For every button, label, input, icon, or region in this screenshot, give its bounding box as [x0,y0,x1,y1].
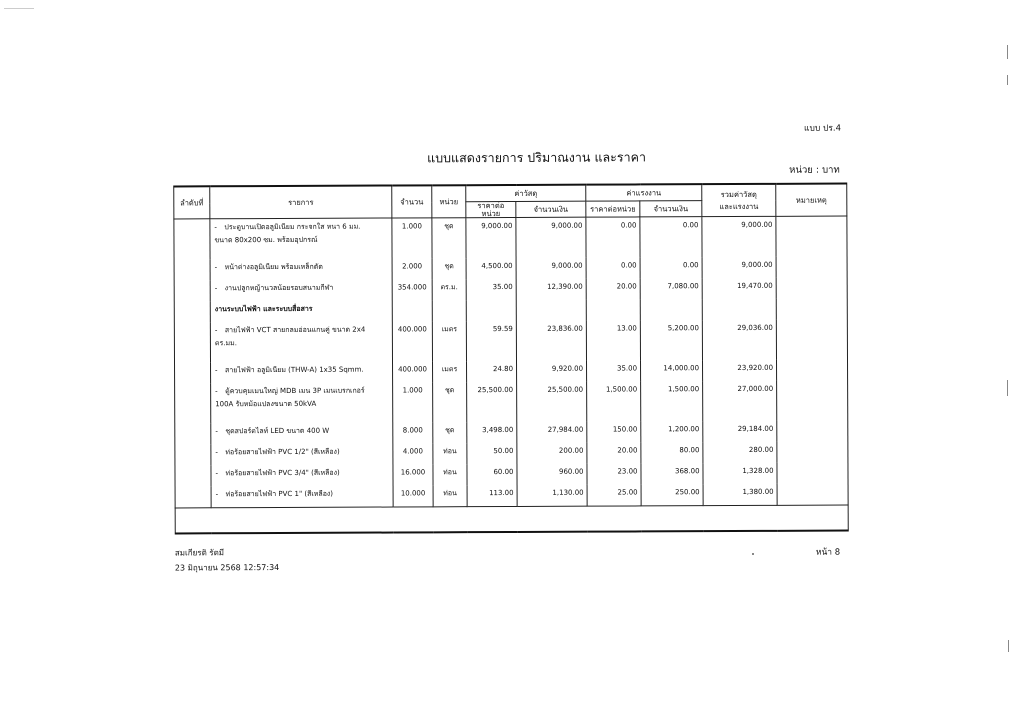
col-total-header [702,184,776,217]
cell-remark [777,359,848,380]
cell-item: - ตู้ควบคุมเมนใหญ่ MDB เมน 3P เมนเบรกเกอร์ 100A รับหม้อแปลงขนาด 50kVA [211,382,393,423]
col-item-header: รายการ [210,186,392,219]
cell-total: 27,000.00 [703,381,777,421]
cell-material-amount: 960.00 [517,464,587,485]
cell-no [175,423,211,444]
cell-material-price: 50.00 [467,443,517,464]
col-labor-amount-header: จำนวนเงิน [640,201,702,217]
cell-labor-amount: 1,500.00 [641,381,703,421]
item-name: สายไฟฟ้า อลูมิเนียม (THW-A) 1x35 Sqmm. [225,365,364,374]
item-name: ท่อร้อยสายไฟฟ้า PVC 1" (สีเหลือง) [225,489,334,499]
cell-remark [776,277,847,298]
cell-labor-amount: 1,200.00 [641,421,703,442]
labor-cost-group-header: ค่าแรงงาน [586,184,702,201]
cell-total: 23,920.00 [703,360,777,381]
item-name: หน้าต่างอลูมิเนียม พร้อมเหล็กดัด [224,262,323,271]
item-name-cont: ตร.มม. [214,338,237,348]
signer-name: สมเกียรติ รัตมี [174,548,225,558]
scan-artifact [4,8,34,9]
cell-item: - ประตูบานเปิดอลูมิเนียม กระจกใส หนา 6 มม. ขนาด 80x200 ซม. พร้อมอุปกรณ์ [210,218,392,259]
cell-material-price: 25,500.00 [467,382,517,422]
item-name: ท่อร้อยสายไฟฟ้า PVC 3/4" (สีเหลือง) [225,468,340,478]
table-body [174,216,848,533]
cell-qty: 10.000 [393,485,433,506]
table-row [174,216,847,259]
cell-material-amount: 27,984.00 [517,422,587,443]
cell-unit: เมตร [432,321,466,361]
cell-no [175,486,211,507]
scan-artifact [1007,380,1008,396]
cell-total: 1,328.00 [703,463,777,484]
cell-material-amount: 200.00 [517,443,587,464]
cell-no [174,219,210,259]
cell-labor-price: 0.00 [586,217,640,257]
cell-material-price: 9,000.00 [466,217,516,257]
cell-unit: ท่อน [433,443,467,464]
cell-qty: 1.000 [393,382,433,422]
cell-material-amount: 9,000.00 [516,257,586,278]
cell-total: 29,036.00 [702,320,776,360]
document-title: แบบแสดงรายการ ปริมาณงาน และราคา [427,149,647,166]
cell-material-amount: 25,500.00 [517,381,587,421]
cell-no [175,383,211,423]
table-row [175,420,848,444]
cell-item: - ท่อร้อยสายไฟฟ้า PVC 3/4" (สีเหลือง) [211,464,393,486]
cell-labor-price: 20.00 [586,278,640,299]
cell-material-amount: 1,130.00 [517,485,587,506]
cell-total: 280.00 [703,442,777,463]
scan-artifact [1007,45,1008,59]
cell-material-price: 60.00 [467,464,517,485]
cell-unit: ท่อน [433,485,467,506]
table-row [175,380,848,423]
print-timestamp: 23 มิถุนายน 2568 12:57:34 [174,563,280,573]
cell-material-price: 35.00 [466,279,516,300]
col-material-price-header: ราคาต่อหน่วย [466,201,516,217]
cell-labor-amount: 14,000.00 [641,360,703,381]
cell-item: - งานปลูกหญ้านวลน้อยรอบสนามกีฬา [210,279,392,301]
cell-qty: 400.000 [393,361,433,382]
item-name: ท่อร้อยสายไฟฟ้า PVC 1/2" (สีเหลือง) [225,447,340,457]
cell-item: - สายไฟฟ้า อลูมิเนียม (THW-A) 1x35 Sqmm. [211,361,393,383]
cell-material-amount: 23,836.00 [516,320,586,360]
cell-labor-amount: 80.00 [641,442,703,463]
cell-qty: 4.000 [393,443,433,464]
col-total-header-line2: และแรงงาน [719,201,759,212]
cell-item: - สายไฟฟ้า VCT สายกลมอ่อนแกนคู่ ขนาด 2x4 ตร.มม. [210,321,392,362]
scan-artifact [1008,640,1009,652]
cell-material-amount: 9,000.00 [516,217,586,257]
cell-labor-price: 13.00 [586,320,640,360]
scan-artifact [1007,75,1008,85]
cell-no [174,259,210,280]
cell-labor-price: 150.00 [587,421,641,442]
col-qty-header: จำนวน [392,185,432,218]
cell-remark [776,256,847,277]
table-row [174,277,847,301]
material-cost-group-header: ค่าวัสดุ [466,185,586,202]
section-row [174,298,847,322]
cell-labor-amount: 368.00 [641,463,703,484]
cell-labor-price: 35.00 [587,360,641,381]
item-name: ตู้ควบคุมเมนใหญ่ MDB เมน 3P เมนเบรกเกอร์ [225,386,365,396]
cell-unit: ชุด [433,382,467,422]
item-name-cont: 100A รับหม้อแปลงขนาด 50kVA [215,399,317,409]
col-total-header-line1: รวมค่าวัสดุ [720,189,757,199]
cell-labor-price: 25.00 [587,484,641,505]
item-name: งานปลูกหญ้านวลน้อยรอบสนามกีฬา [224,283,334,292]
cell-material-price: 113.00 [467,485,517,506]
col-no-header: ลำดับที่ [174,186,210,219]
cell-total: 9,000.00 [702,256,776,277]
cell-material-amount: 12,390.00 [516,278,586,299]
table-row [175,441,848,465]
cell-labor-amount: 5,200.00 [640,320,702,360]
cell-unit: ชุด [432,218,466,258]
cell-material-amount: 9,920.00 [517,360,587,381]
cell-qty: 8.000 [393,422,433,443]
cell-unit: ตร.ม. [432,279,466,300]
table-row [175,484,848,508]
cell-item: - หน้าต่างอลูมิเนียม พร้อมเหล็กดัด [210,258,392,280]
cell-total: 19,470.00 [702,277,776,298]
cell-labor-amount: 0.00 [640,217,702,257]
table-footer-row [175,505,848,534]
cell-remark [777,462,848,483]
cell-material-price: 24.80 [467,361,517,382]
item-name: ประตูบานเปิดอลูมิเนียม กระจกใส หนา 6 มม. [224,222,361,232]
col-labor-price-header: ราคาต่อหน่วย [586,201,640,217]
cell-material-price: 59.59 [466,321,516,361]
section-title: งานระบบไฟฟ้า และระบบสื่อสาร [210,300,392,322]
cell-material-price: 3,498.00 [467,422,517,443]
cell-no [174,280,210,301]
col-unit-header: หน่วย [432,185,466,218]
form-code: แบบ ปร.4 [803,123,842,134]
cell-remark [777,380,848,420]
cell-no [174,301,210,322]
cell-material-price: 4,500.00 [466,258,516,279]
cell-no [175,362,211,383]
table-row [175,462,848,486]
table-header [174,184,847,219]
cell-no [175,465,211,486]
cell-labor-amount: 250.00 [641,484,703,505]
cell-item: - ท่อร้อยสายไฟฟ้า PVC 1/2" (สีเหลือง) [211,443,393,465]
col-remark-header: หมายเหตุ [776,184,847,217]
cell-unit: เมตร [433,361,467,382]
cell-item: - ชุดสปอร์ตไลท์ LED ขนาด 400 W [211,422,393,444]
cell-qty: 354.000 [392,279,432,300]
cell-no [174,322,210,362]
cell-labor-amount: 0.00 [640,257,702,278]
item-name: สายไฟฟ้า VCT สายกลมอ่อนแกนคู่ ขนาด 2x4 [224,325,366,334]
item-name-cont: ขนาด 80x200 ซม. พร้อมอุปกรณ์ [214,235,318,245]
cell-remark [777,441,848,462]
cell-qty: 2.000 [392,258,432,279]
table-row [174,256,847,280]
cell-unit: ท่อน [433,464,467,485]
cell-remark [777,484,848,505]
cell-no [175,444,211,465]
cell-total: 29,184.00 [703,421,777,442]
cell-labor-price: 23.00 [587,463,641,484]
cell-qty: 1.000 [392,218,432,258]
cell-qty: 400.000 [392,321,432,361]
cell-labor-price: 1,500.00 [587,381,641,421]
table-row [174,319,847,362]
page-number: หน้า 8 [815,547,841,558]
cell-labor-price: 20.00 [587,442,641,463]
cell-total: 9,000.00 [702,216,776,256]
bill-of-quantities-table [173,183,849,535]
cell-remark [776,319,847,359]
cell-labor-price: 0.00 [586,257,640,278]
table-row [175,359,848,383]
item-name: ชุดสปอร์ตไลท์ LED ขนาด 400 W [225,426,330,436]
cell-unit: ชุด [432,258,466,279]
cell-qty: 16.000 [393,464,433,485]
table-footer-cell [175,505,848,534]
cell-total: 1,380.00 [703,484,777,505]
col-material-amount-header: จำนวนเงิน [516,201,586,217]
scan-artifact [752,553,754,555]
cell-remark [777,420,848,441]
cell-unit: ชุด [433,422,467,443]
currency-unit-label: หน่วย : บาท [789,164,840,176]
cell-remark [776,216,847,256]
cell-labor-amount: 7,080.00 [640,278,702,299]
cell-item: - ท่อร้อยสายไฟฟ้า PVC 1" (สีเหลือง) [211,486,393,508]
